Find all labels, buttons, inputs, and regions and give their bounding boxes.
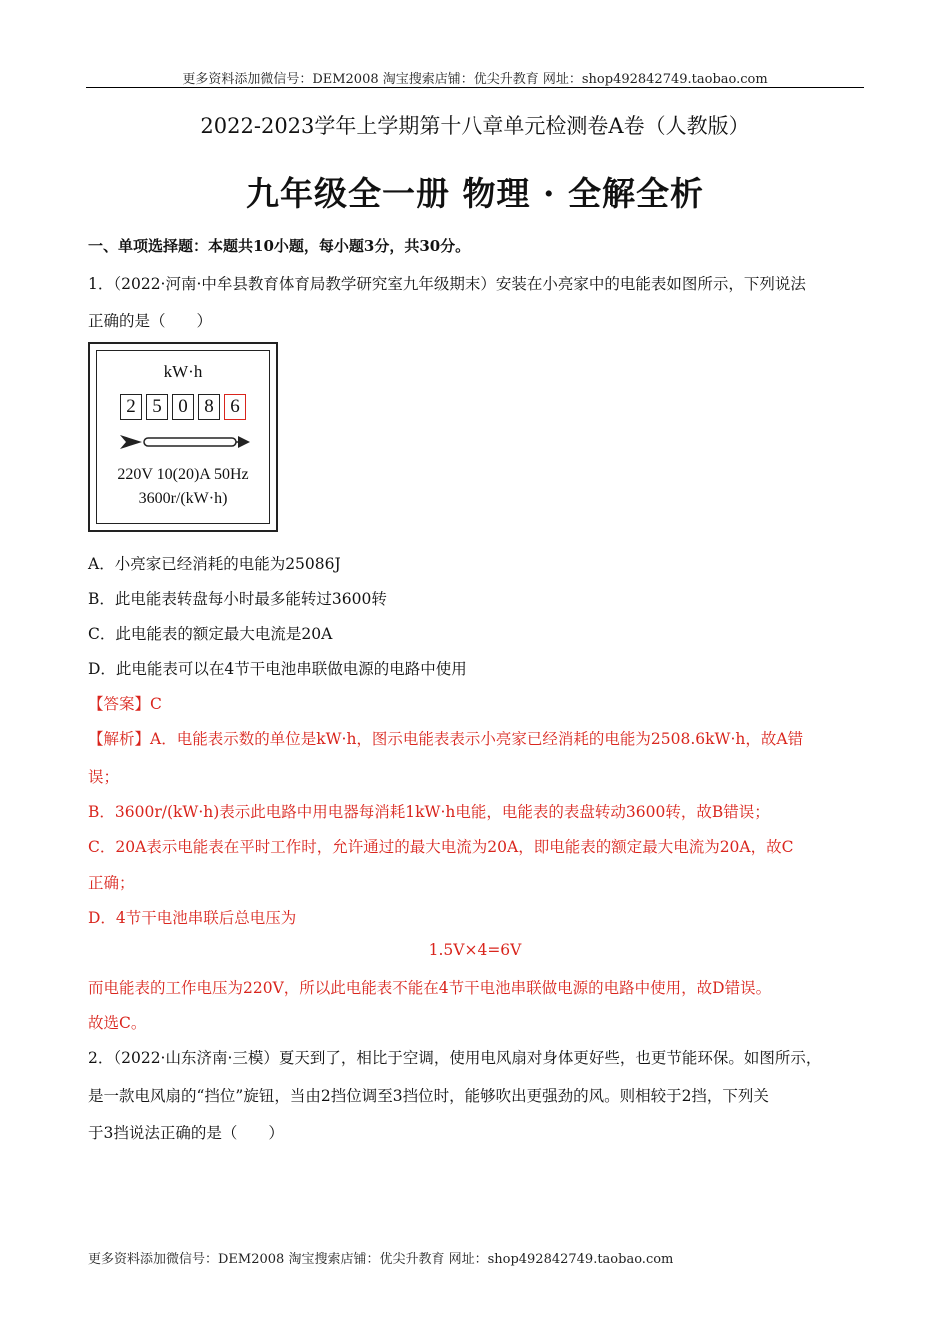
q2-stem-line1: 2．（2022·山东济南·三模）夏天到了，相比于空调，使用电风扇对身体更好些，也更节能环保。如图所示， — [88, 1049, 822, 1067]
meter-digit: 5 — [146, 394, 168, 420]
q1-option-a: A．小亮家已经消耗的电能为25086J — [88, 555, 341, 573]
q1-formula: 1.5V×4=6V — [428, 941, 522, 959]
meter-spec-line2: 3600r/(kW·h) — [138, 490, 228, 507]
q1-option-c: C．此电能表的额定最大电流是20A — [88, 625, 333, 643]
page-header: 更多资料添加微信号：DEM2008 淘宝搜索店铺：优尖升教育 网址：shop492842749.taobao.com — [182, 72, 768, 87]
page-footer: 更多资料添加微信号：DEM2008 淘宝搜索店铺：优尖升教育 网址：shop492842749.taobao.com — [88, 1252, 674, 1267]
meter-digit: 0 — [172, 394, 194, 420]
header-divider — [86, 87, 864, 88]
meter-spec-line1: 220V 10(20)A 50Hz — [117, 466, 249, 483]
q1-analysis-line1: 【解析】A．电能表示数的单位是kW·h，图示电能表表示小亮家已经消耗的电能为2508.6kW·h，故A错 — [88, 730, 804, 748]
meter-digit: 8 — [198, 394, 220, 420]
q1-analysis-line2: 误； — [88, 768, 120, 786]
q1-answer: 【答案】C — [88, 695, 162, 713]
exam-subtitle: 2022-2023学年上学期第十八章单元检测卷A卷（人教版） — [200, 114, 750, 138]
q1-stem-line1: 1．（2022·河南·中牟县教育体育局教学研究室九年级期末）安装在小亮家中的电能表如图所示，下列说法 — [88, 275, 806, 293]
q2-stem-line2: 是一款电风扇的“挡位”旋钮，当由2挡位调至3挡位时，能够吹出更强劲的风。则相较于2挡，下列关 — [88, 1087, 769, 1105]
q2-stem-line3: 于3挡说法正确的是（ ） — [88, 1124, 284, 1142]
q1-analysis-line6: D．4节干电池串联后总电压为 — [88, 909, 297, 927]
q1-option-d: D．此电能表可以在4节干电池串联做电源的电路中使用 — [88, 660, 467, 678]
meter-disc-arrow-icon — [118, 432, 252, 452]
q1-analysis-line8: 故选C。 — [88, 1014, 147, 1032]
q1-analysis-line3: B．3600r/(kW·h)表示此电路中用电器每消耗1kW·h电能，电能表的表盘转动3600转，故B错误； — [88, 803, 770, 821]
q1-analysis-line5: 正确； — [88, 874, 135, 892]
section-heading: 一、单项选择题：本题共10小题，每小题3分，共30分。 — [88, 237, 471, 255]
q1-stem-line2: 正确的是（ ） — [88, 312, 213, 330]
q1-option-b: B．此电能表转盘每小时最多能转过3600转 — [88, 590, 387, 608]
meter-digit: 2 — [120, 394, 142, 420]
page-title: 九年级全一册 物理 · 全解全析 — [246, 174, 704, 213]
meter-unit-label: kW·h — [163, 362, 203, 381]
meter-digit-decimal: 6 — [224, 394, 246, 420]
q1-analysis-line4: C．20A表示电能表在平时工作时，允许通过的最大电流为20A，即电能表的额定最大电流为20A，故C — [88, 838, 794, 856]
q1-analysis-line7: 而电能表的工作电压为220V，所以此电能表不能在4节干电池串联做电源的电路中使用，故D错误。 — [88, 979, 772, 997]
